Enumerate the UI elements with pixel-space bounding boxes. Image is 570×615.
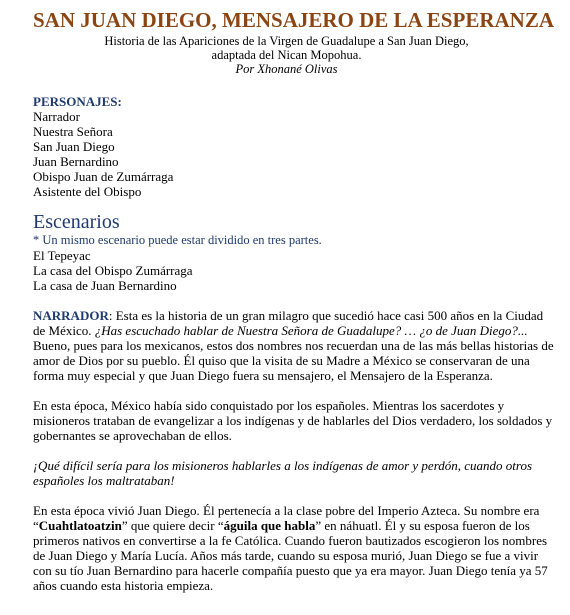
author: Por Xhonané Olivas	[235, 62, 338, 76]
personaje-item: Juan Bernardino	[33, 154, 119, 169]
personaje-item: Narrador	[33, 109, 80, 124]
personajes-section: PERSONAJES: Narrador Nuestra Señora San Juan Diego Juan Bernardino Obispo Juan de Zumárraga Asistente del Obispo	[33, 94, 558, 199]
personaje-item: San Juan Diego	[33, 139, 115, 154]
personajes-label: PERSONAJES	[33, 94, 118, 109]
personaje-item: Obispo Juan de Zumárraga	[33, 169, 174, 184]
paragraph-4: En esta época vivió Juan Diego. Él pertenecía a la clase pobre del Imperio Azteca. Su nombre era “Cuahtlatoatzin” que quiere decir “águila que habla” en náhuatl. Él y su esposa fueron de los primeros nativos en convertirse a la fe Católica. Cuando fueron bautizados escogieron los nombres de Juan Diego y María Lucía. Años más tarde, cuando su esposa murió, Juan Diego se fue a vivir con su tío Juan Bernardino para hacerle compañía puesto que ya era mayor. Juan Diego tenía ya 57 años cuando esta historia empieza.	[33, 503, 548, 593]
speaker-label: NARRADOR	[33, 308, 109, 323]
escenario-item: La casa del Obispo Zumárraga	[33, 263, 193, 278]
escenario-item: El Tepeyac	[33, 248, 91, 263]
paragraph-3: ¡Qué difícil sería para los misioneros hablarles a los indígenas de amor y perdón, cuando otros españoles los maltrataban!	[33, 458, 533, 488]
paragraph-2: En esta época, México había sido conquistado por los españoles. Mientras los sacerdotes y misioneros trataban de evangelizar a los indígenas y de hablarles del Dios verdadero, los soldados y gobernantes se aprovechaban de ellos.	[33, 398, 553, 443]
escenarios-note: * Un mismo escenario puede estar dividido en tres partes.	[33, 233, 322, 247]
paragraph-narrador: NARRADOR: Esta es la historia de un gran milagro que sucedió hace casi 500 años en la Ciudad de México. ¿Has escuchado hablar de Nuestra Señora de Guadalupe? … ¿o de Juan Diego?... Bueno, pues para los mexicanos, estos dos nombres nos recuerdan una de las más bellas historias de amor de Dios por su pueblo. Él quiso que la visita de su Madre a México se conservaran de una forma muy especial y que Juan Diego fuera su mensajero, el Mensajero de la Esperanza.	[33, 308, 554, 383]
escenarios-heading: Escenarios	[33, 211, 120, 233]
personaje-item: Nuestra Señora	[33, 124, 113, 139]
subtitle	[33, 34, 558, 76]
personaje-item: Asistente del Obispo	[33, 184, 142, 199]
escenario-item: La casa de Juan Bernardino	[33, 278, 177, 293]
subtitle-line-2: adaptada del Nican Mopohua.	[211, 48, 362, 62]
subtitle-line-1: Historia de las Apariciones de la Virgen de Guadalupe a San Juan Diego,	[104, 34, 469, 48]
document-title: SAN JUAN DIEGO, MENSAJERO DE LA ESPERANZA	[33, 8, 554, 32]
